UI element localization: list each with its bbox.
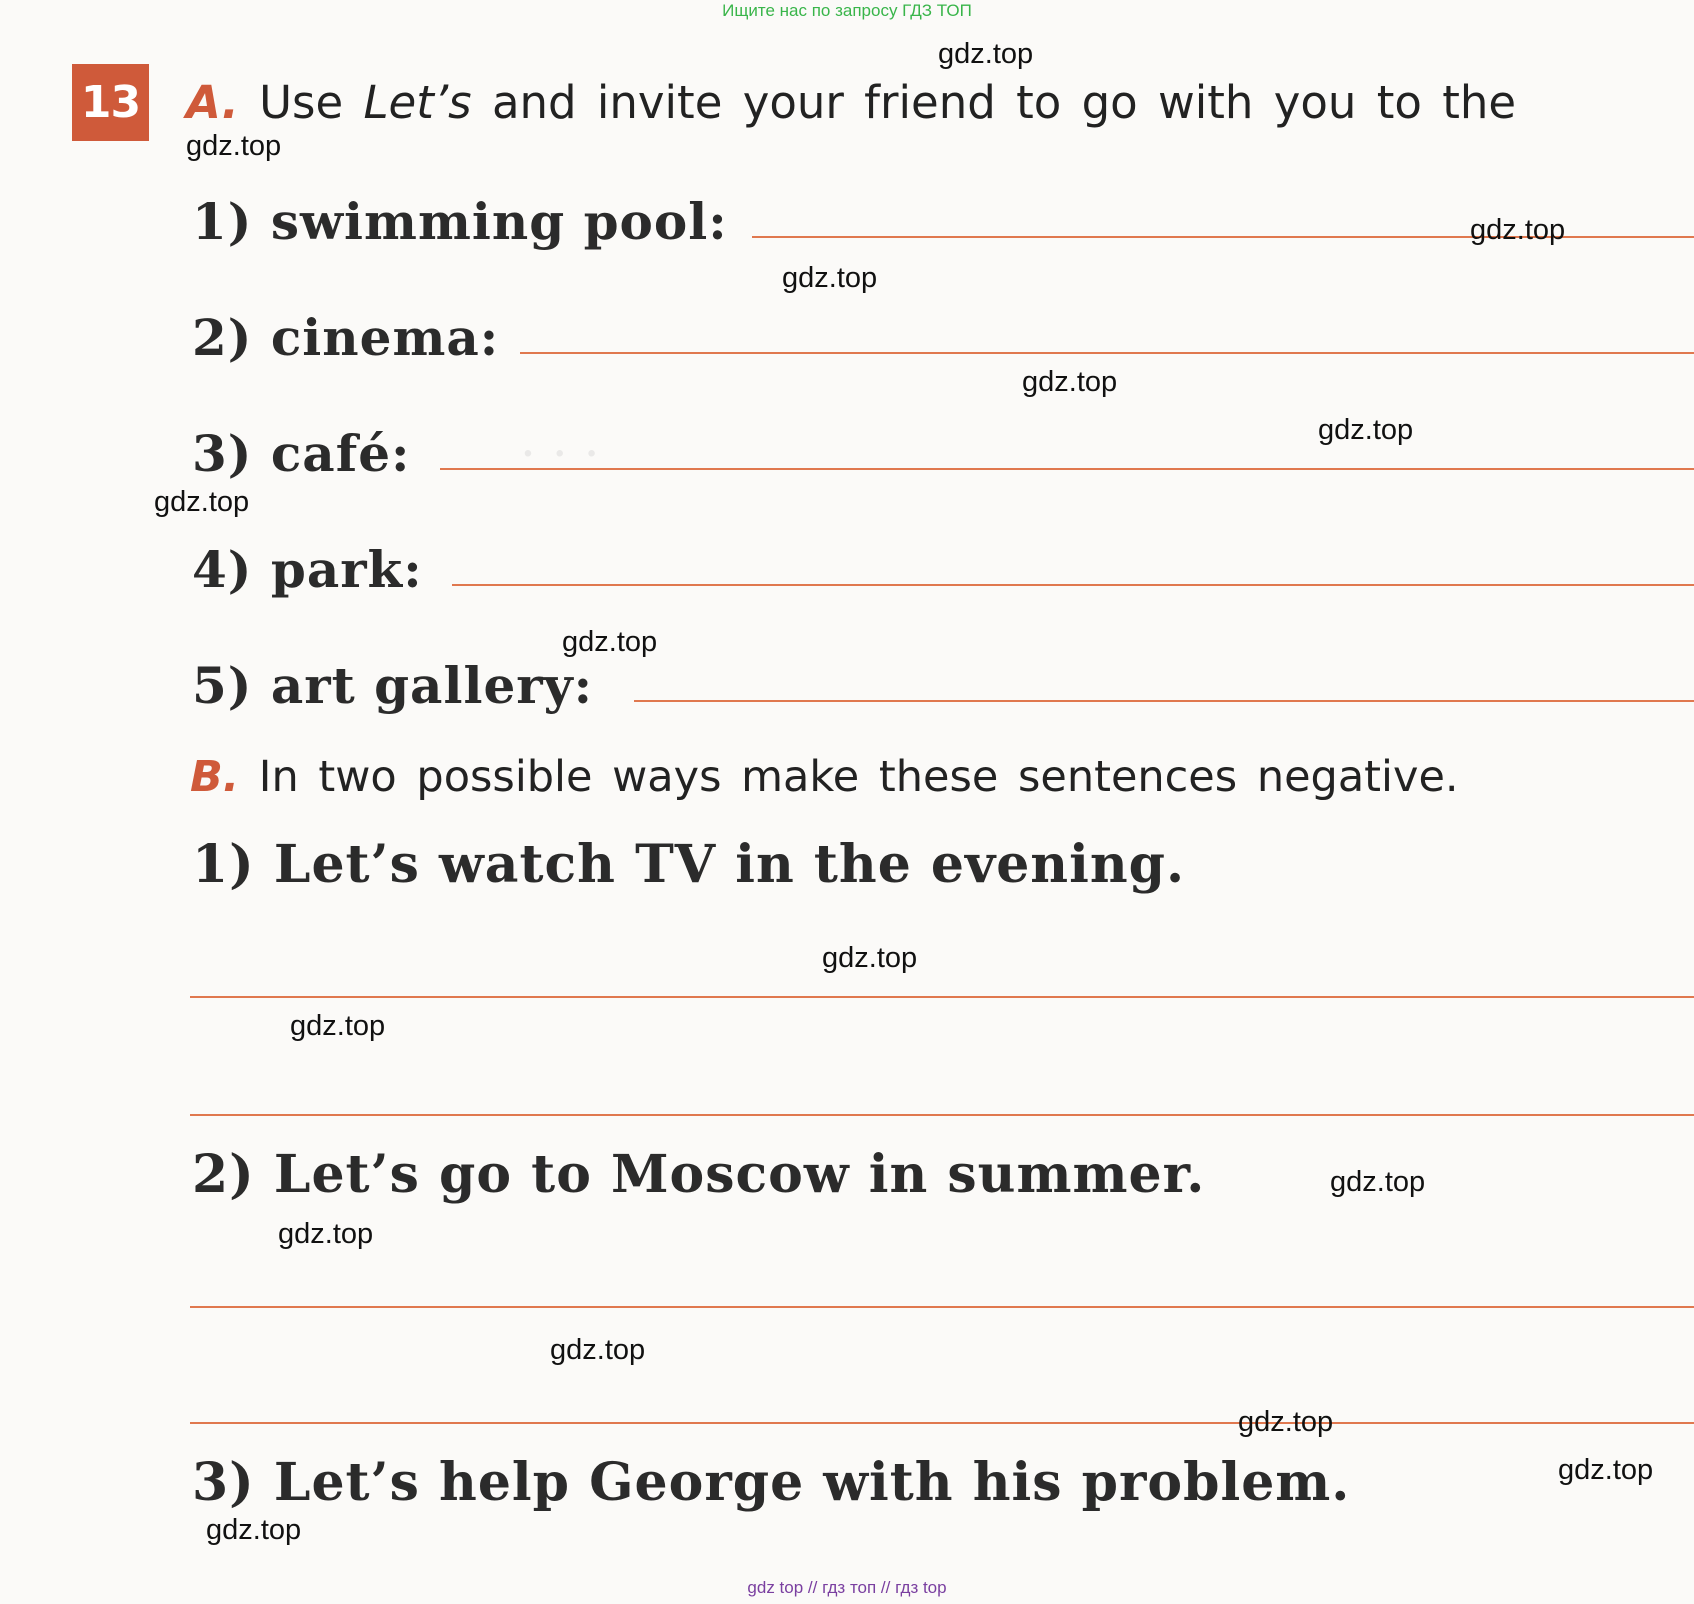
watermark: gdz.top — [1238, 1406, 1334, 1438]
part-a-item-4: 4) park: — [192, 540, 423, 599]
watermark: gdz.top — [1558, 1454, 1654, 1486]
instruction-rest: and invite your friend to go with you to the — [491, 76, 1517, 129]
top-banner: Ищите нас по запросу ГДЗ ТОП — [722, 1, 972, 20]
part-a-item-3: 3) café: — [192, 424, 411, 483]
watermark: gdz.top — [822, 942, 918, 974]
instruction-use: Use — [259, 76, 344, 129]
watermark: gdz.top — [550, 1334, 646, 1366]
watermark: gdz.top — [938, 38, 1034, 70]
answer-line[interactable] — [520, 352, 1694, 354]
watermark: gdz.top — [154, 486, 250, 518]
part-a-letter: A. — [186, 76, 239, 129]
part-b-item-1: 1) Let’s watch TV in the evening. — [192, 834, 1186, 895]
show-through-text: . . . — [520, 410, 600, 468]
answer-line[interactable] — [452, 584, 1694, 586]
watermark: gdz.top — [1330, 1166, 1426, 1198]
part-a-item-1: 1) swimming pool: — [192, 192, 728, 251]
watermark: gdz.top — [206, 1514, 302, 1546]
part-a-instruction — [186, 76, 1516, 129]
watermark: gdz.top — [290, 1010, 386, 1042]
answer-line[interactable] — [190, 1306, 1694, 1308]
part-b-letter: B. — [190, 752, 240, 802]
watermark: gdz.top — [1022, 366, 1118, 398]
part-b-item-2: 2) Let’s go to Moscow in summer. — [192, 1144, 1206, 1205]
part-a-item-5: 5) art gallery: — [192, 656, 594, 715]
exercise-number-badge: 13 — [72, 64, 149, 141]
bottom-banner: gdz top // гдз топ // гдз top — [747, 1578, 947, 1597]
part-a-item-2: 2) cinema: — [192, 308, 500, 367]
part-b-instruction — [190, 752, 1459, 802]
answer-line[interactable] — [190, 1422, 1694, 1424]
answer-line[interactable] — [190, 1114, 1694, 1116]
part-b-item-3: 3) Let’s help George with his problem. — [192, 1452, 1351, 1513]
instruction-lets: Let’s — [363, 76, 472, 129]
watermark: gdz.top — [1318, 414, 1414, 446]
answer-line[interactable] — [634, 700, 1694, 702]
watermark: gdz.top — [1470, 214, 1566, 246]
answer-line[interactable] — [190, 996, 1694, 998]
part-b-instruction-text: In two possible ways make these sentences negative. — [258, 752, 1459, 802]
watermark: gdz.top — [186, 130, 282, 162]
watermark: gdz.top — [782, 262, 878, 294]
watermark: gdz.top — [278, 1218, 374, 1250]
answer-line[interactable] — [440, 468, 1694, 470]
watermark: gdz.top — [562, 626, 658, 658]
